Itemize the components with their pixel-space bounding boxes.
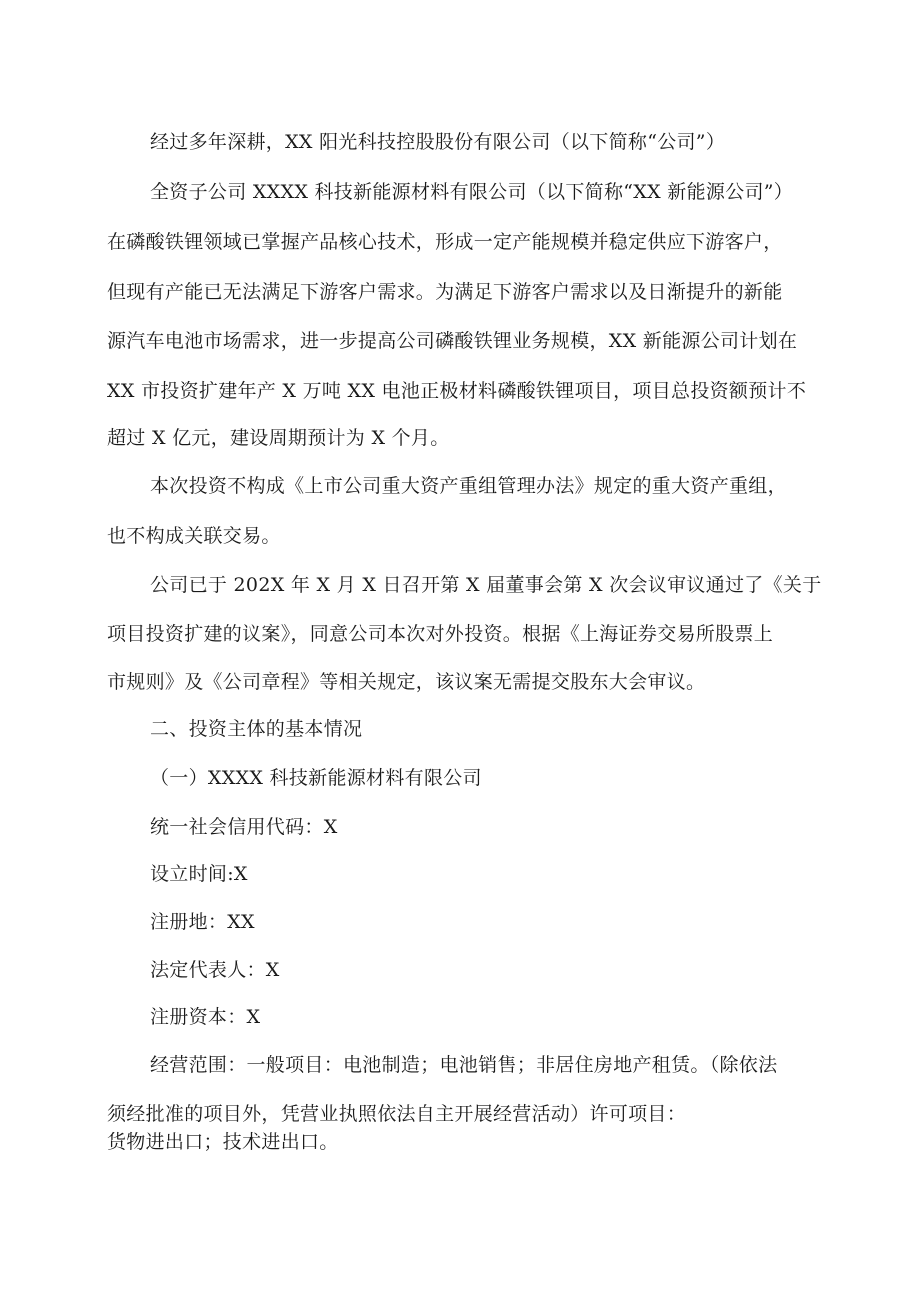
paragraph-line: 也不构成关联交易。 <box>107 525 281 547</box>
paragraph-line: 公司已于 202X 年 X 月 X 日召开第 X 届董事会第 X 次会议审议通过了《关于 <box>150 574 822 596</box>
paragraph-line: 在磷酸铁锂领域已掌握产品核心技术，形成一定产能规模并稳定供应下游客户， <box>107 231 783 253</box>
paragraph-line: 市规则》及《公司章程》等相关规定，该议案无需提交股东大会审议。 <box>107 671 706 693</box>
info-field: 统一社会信用代码：X <box>150 816 338 838</box>
info-field: 注册资本：X <box>150 1006 261 1028</box>
paragraph-line: 经过多年深耕，XX 阳光科技控股股份有限公司（以下简称“公司”） <box>150 131 726 153</box>
paragraph-line: 本次投资不构成《上市公司重大资产重组管理办法》规定的重大资产重组， <box>150 475 787 497</box>
paragraph-line: 项目投资扩建的议案》，同意公司本次对外投资。根据《上海证券交易所股票上 <box>107 623 774 645</box>
paragraph-line: 全资子公司 XXXX 科技新能源材料有限公司（以下简称“XX 新能源公司”） <box>150 181 794 203</box>
paragraph-line: 源汽车电池市场需求，进一步提高公司磷酸铁锂业务规模，XX 新能源公司计划在 <box>107 330 798 352</box>
info-field: 注册地：XX <box>150 911 255 933</box>
section-heading: 二、投资主体的基本情况 <box>150 718 363 740</box>
paragraph-line: 货物进出口；技术进出口。 <box>107 1131 339 1153</box>
info-field: 设立时间:X <box>150 863 248 885</box>
paragraph-line: 但现有产能已无法满足下游客户需求。为满足下游客户需求以及日渐提升的新能 <box>107 281 783 303</box>
paragraph-line: 须经批准的项目外，凭营业执照依法自主开展经营活动）许可项目： <box>107 1103 687 1125</box>
info-field: 法定代表人：X <box>150 959 280 981</box>
paragraph-line: XX 市投资扩建年产 X 万吨 XX 电池正极材料磷酸铁锂项目，项目总投资额预计不 <box>107 380 807 402</box>
paragraph-line: 经营范围：一般项目：电池制造；电池销售；非居住房地产租赁。（除依法 <box>150 1054 778 1076</box>
subsection-heading: （一）XXXX 科技新能源材料有限公司 <box>150 767 482 789</box>
paragraph-line: 超过 X 亿元，建设周期预计为 X 个月。 <box>107 427 450 449</box>
